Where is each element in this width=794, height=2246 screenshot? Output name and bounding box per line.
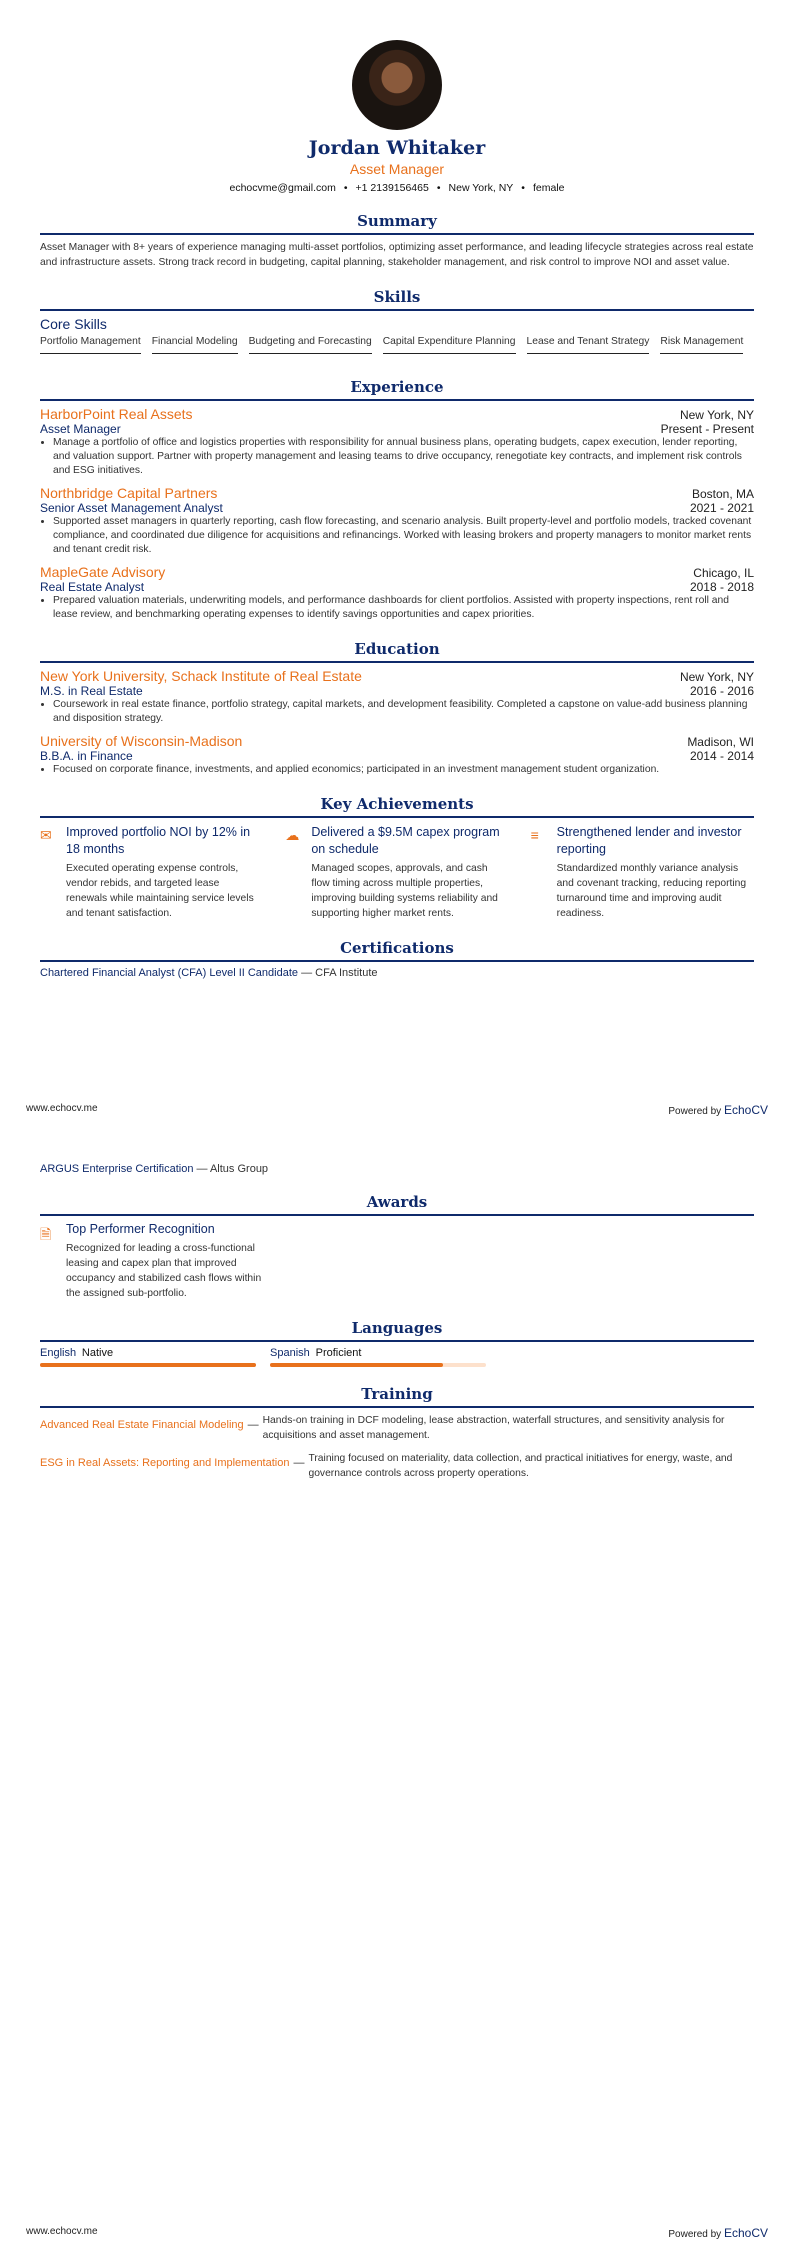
achievement-item [531, 824, 754, 921]
brand-logo[interactable]: EchoCV [723, 1103, 768, 1117]
cloud-icon: ☁ [285, 827, 300, 843]
company: Northbridge Capital Partners [40, 485, 218, 501]
certification-item [40, 967, 754, 979]
cert-name: Chartered Financial Analyst (CFA) Level II Candidate [40, 967, 299, 979]
proficiency-bar [40, 1363, 256, 1367]
job-bullet: • Supported asset managers in quarterly reporting, cash flow forecasting, and scenario analysis. Built property-level and portfolio models, tracked covenant compliance, and coordinated due diligence for acquisitions and refinancings. Worked with leasing brokers and property managers to monitor market rents and tenant credit risk. [53, 515, 754, 557]
skill-item: Lease and Tenant Strategy [527, 336, 650, 354]
degree: M.S. in Real Estate [40, 684, 143, 698]
section-heading-training: Training [40, 1385, 754, 1408]
email[interactable]: echocvme@gmail.com [229, 182, 336, 194]
section-heading-experience: Experience [40, 378, 754, 401]
language-name: Spanish [270, 1347, 310, 1359]
achievement-desc: Managed scopes, approvals, and cash flow timing across multiple properties, improving building systems reliability and supporting higher market rents. [311, 863, 498, 919]
training-name: ESG in Real Assets: Reporting and Implementation [40, 1457, 290, 1469]
skill-item: Portfolio Management [40, 336, 141, 354]
achievement-title: Improved portfolio NOI by 12% in 18 months [66, 825, 251, 856]
cert-name: ARGUS Enterprise Certification [40, 1163, 194, 1175]
school-location: New York, NY [679, 670, 754, 684]
achievement-item [40, 824, 263, 921]
school: University of Wisconsin-Madison [40, 733, 243, 749]
edu-dates: 2016 - 2016 [689, 684, 754, 698]
skill-item: Budgeting and Forecasting [249, 336, 372, 354]
proficiency-bar [270, 1363, 486, 1367]
phone: +1 2139156465 [355, 182, 429, 194]
skill-item: Capital Expenditure Planning [383, 336, 516, 354]
training-item [40, 1413, 754, 1443]
skill-group-title: Core Skills [40, 316, 107, 332]
candidate-title: Asset Manager [349, 161, 445, 177]
proficiency-fill [270, 1363, 443, 1367]
resume-header [40, 0, 754, 194]
location: New York, NY [448, 182, 514, 194]
dash: — [196, 1163, 208, 1175]
company: HarborPoint Real Assets [40, 406, 193, 422]
job-role: Senior Asset Management Analyst [40, 501, 223, 515]
award-item [40, 1221, 270, 1301]
proficiency-fill [40, 1363, 256, 1367]
job-bullet: • Manage a portfolio of office and logistics properties with responsibility for annual business plans, operating budgets, capex execution, lender reporting, and valuation support. Partner with property management and leasing teams to drive occupancy, renegotiate key contracts, and implement risk controls and ESG initiatives. [53, 436, 754, 478]
job-bullet: • Prepared valuation materials, underwriting models, and performance dashboards for client portfolios. Assisted with property inspections, rent roll and lease review, and benchmarking operating expenses to identify savings opportunities and capex priorities. [53, 594, 754, 622]
section-heading-awards: Awards [40, 1193, 754, 1216]
training-item [40, 1451, 754, 1481]
award-badge-icon: 🗎 [40, 1226, 52, 1242]
section-heading-certifications: Certifications [40, 939, 754, 962]
powered-by: Powered by [668, 2229, 722, 2240]
skill-item: Financial Modeling [152, 336, 238, 354]
training-name: Advanced Real Estate Financial Modeling [40, 1419, 244, 1431]
training-desc: Training focused on materiality, data collection, and practical initiatives for energy, waste, and governance controls across property operations. [308, 1453, 733, 1479]
achievement-title: Delivered a $9.5M capex program on schedule [311, 825, 500, 856]
edu-bullet: • Coursework in real estate finance, portfolio strategy, capital markets, and development feasibility. Completed a capstone on value-add business planning and disposition strategy. [53, 698, 754, 726]
experience-entry [40, 485, 754, 557]
training-desc: Hands-on training in DCF modeling, lease abstraction, waterfall structures, and sensitivity analysis for acquisitions and asset management. [262, 1415, 725, 1441]
job-location: Boston, MA [691, 487, 754, 501]
contact-line: echocvme@gmail.com • +1 2139156465 • New York, NY • female [229, 182, 565, 194]
section-heading-education: Education [40, 640, 754, 663]
cert-issuer: Altus Group [209, 1163, 269, 1175]
gender: female [532, 182, 565, 194]
education-entry [40, 668, 754, 726]
certification-item [40, 1163, 754, 1175]
brand-logo[interactable]: EchoCV [723, 2226, 768, 2240]
avatar [352, 40, 442, 130]
summary-text: Asset Manager with 8+ years of experience managing multi-asset portfolios, optimizing asset performance, and leading lifecycle strategies across real estate and infrastructure assets. Strong track record in budgeting, capital planning, stakeholder management, and risk control to improve NOI and asset value. [40, 242, 754, 268]
achievement-item [285, 824, 508, 921]
achievement-list [40, 824, 754, 921]
language-list [40, 1347, 754, 1367]
edu-bullet: • Focused on corporate finance, investments, and applied economics; participated in an investment management student organization. [53, 763, 754, 777]
experience-entry [40, 406, 754, 478]
cert-issuer: CFA Institute [315, 967, 378, 979]
degree: B.B.A. in Finance [40, 749, 133, 763]
dash: — [247, 1419, 259, 1431]
dash: — [301, 967, 313, 979]
powered-by: Powered by [668, 1106, 722, 1117]
job-dates: Present - Present [660, 422, 754, 436]
job-location: Chicago, IL [693, 566, 754, 580]
job-role: Asset Manager [40, 422, 121, 436]
award-title: Top Performer Recognition [66, 1222, 215, 1236]
envelope-icon: ✉ [40, 827, 52, 843]
achievement-title: Strengthened lender and investor reporting [556, 825, 742, 856]
edu-dates: 2014 - 2014 [689, 749, 754, 763]
education-entry [40, 733, 754, 777]
language-name: English [40, 1347, 77, 1359]
job-role: Real Estate Analyst [40, 580, 145, 594]
section-heading-languages: Languages [40, 1319, 754, 1342]
skill-item: Risk Management [660, 336, 743, 354]
achievement-desc: Executed operating expense controls, vendor rebids, and targeted lease renewals while maintaining service levels and tenant satisfaction. [66, 863, 254, 919]
skill-list [40, 336, 754, 360]
language-level: Proficient [315, 1347, 362, 1359]
section-heading-achievements: Key Achievements [40, 795, 754, 818]
language-item [270, 1347, 486, 1367]
award-desc: Recognized for leading a cross-functional leasing and capex plan that improved occupancy and stabilized cash flows within the assigned sub-portfolio. [66, 1243, 262, 1299]
job-dates: 2018 - 2018 [689, 580, 754, 594]
section-heading-skills: Skills [40, 288, 754, 311]
page-footer [26, 2226, 768, 2240]
job-location: New York, NY [679, 408, 754, 422]
company: MapleGate Advisory [40, 564, 166, 580]
candidate-name: Jordan Whitaker [308, 137, 486, 159]
school-location: Madison, WI [687, 735, 754, 749]
dash: — [293, 1457, 305, 1469]
lines-icon: ≡ [530, 827, 539, 843]
page-footer [26, 1103, 768, 1117]
language-level: Native [81, 1347, 114, 1359]
experience-entry [40, 564, 754, 622]
section-heading-summary: Summary [40, 212, 754, 235]
footer-site-link[interactable]: www.echocv.me [26, 1103, 98, 1114]
page-2 [0, 1123, 794, 2246]
language-item [40, 1347, 256, 1367]
school: New York University, Schack Institute of Real Estate [40, 668, 362, 684]
job-dates: 2021 - 2021 [689, 501, 754, 515]
footer-site-link[interactable]: www.echocv.me [26, 2226, 98, 2237]
achievement-desc: Standardized monthly variance analysis and covenant tracking, reducing reporting turnaround time and improving audit readiness. [556, 863, 747, 919]
